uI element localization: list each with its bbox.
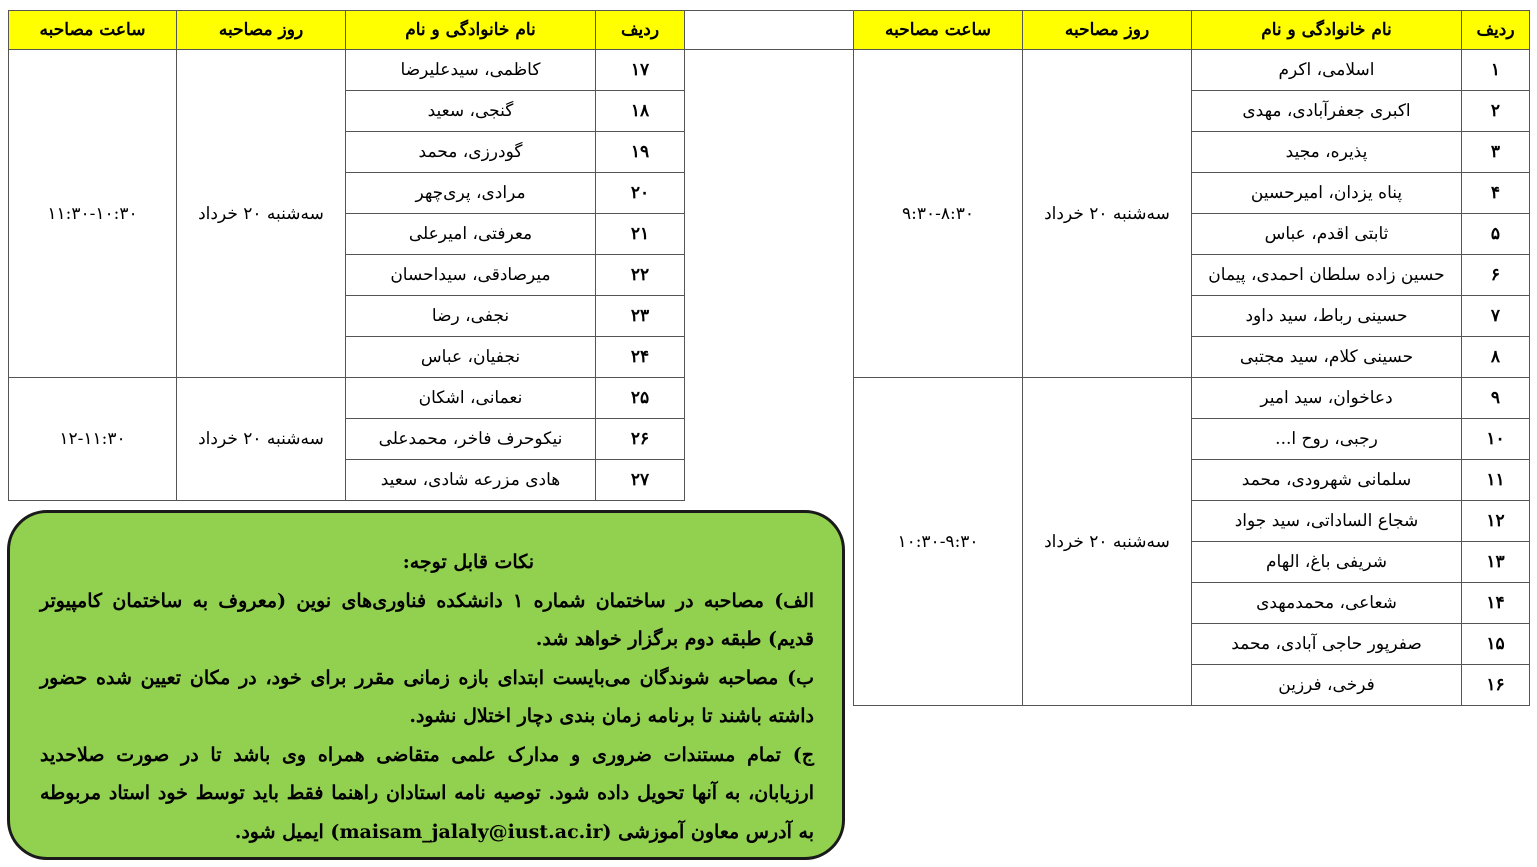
row-number: ۵ bbox=[1462, 214, 1530, 255]
table-row bbox=[9, 50, 854, 91]
candidate-name: دعاخوان، سید امیر bbox=[1192, 378, 1462, 419]
spacer-cell bbox=[685, 50, 854, 501]
header-row bbox=[854, 11, 1530, 50]
candidate-name: حسین زاده سلطان احمدی، پیمان bbox=[1192, 255, 1462, 296]
candidate-name: پناه یزدان، امیرحسین bbox=[1192, 173, 1462, 214]
row-number: ۲۶ bbox=[596, 419, 685, 460]
candidate-name: سلمانی شهرودی، محمد bbox=[1192, 460, 1462, 501]
candidate-name: گودرزی، محمد bbox=[346, 132, 596, 173]
row-number: ۴ bbox=[1462, 173, 1530, 214]
row-number: ۱۵ bbox=[1462, 624, 1530, 665]
interview-day: سه‌شنبه ۲۰ خرداد bbox=[1023, 378, 1192, 706]
schedule-table-right bbox=[853, 10, 1530, 706]
interview-time: ۱۰:۳۰-۹:۳۰ bbox=[854, 378, 1023, 706]
table-row bbox=[854, 378, 1530, 419]
row-number: ۲۴ bbox=[596, 337, 685, 378]
candidate-name: فرخی، فرزین bbox=[1192, 665, 1462, 706]
interview-time: ۹:۳۰-۸:۳۰ bbox=[854, 50, 1023, 378]
interview-time: ۱۱:۳۰-۱۰:۳۰ bbox=[9, 50, 177, 378]
candidate-name: حسینی کلام، سید مجتبی bbox=[1192, 337, 1462, 378]
row-number: ۱ bbox=[1462, 50, 1530, 91]
candidate-name: شعاعی، محمدمهدی bbox=[1192, 583, 1462, 624]
row-number: ۱۳ bbox=[1462, 542, 1530, 583]
candidate-name: نیکوحرف فاخر، محمدعلی bbox=[346, 419, 596, 460]
candidate-name: حسینی رباط، سید داود bbox=[1192, 296, 1462, 337]
header-time: ساعت مصاحبه bbox=[9, 11, 177, 50]
header-day: روز مصاحبه bbox=[177, 11, 346, 50]
header-time: ساعت مصاحبه bbox=[854, 11, 1023, 50]
row-number: ۱۱ bbox=[1462, 460, 1530, 501]
row-number: ۸ bbox=[1462, 337, 1530, 378]
candidate-name: پذیره، مجید bbox=[1192, 132, 1462, 173]
candidate-name: معرفتی، امیرعلی bbox=[346, 214, 596, 255]
header-day: روز مصاحبه bbox=[1023, 11, 1192, 50]
row-number: ۲۲ bbox=[596, 255, 685, 296]
interview-time: ۱۲-۱۱:۳۰ bbox=[9, 378, 177, 501]
header-empty bbox=[685, 11, 854, 50]
header-row bbox=[9, 11, 854, 50]
candidate-name: رجبی، روح ا... bbox=[1192, 419, 1462, 460]
note-item-a: الف) مصاحبه در ساختمان شماره ۱ دانشکده فناوری‌های نوین (معروف به ساختمان کامپیوتر قدیم) طبقه دوم برگزار خواهد شد. bbox=[40, 589, 814, 650]
header-row-number: ردیف bbox=[1462, 11, 1530, 50]
row-number: ۶ bbox=[1462, 255, 1530, 296]
row-number: ۱۶ bbox=[1462, 665, 1530, 706]
note-item-c: ج) تمام مستندات ضروری و مدارک علمی متقاضی همراه وی باشد تا در صورت صلاحدید ارزیابان، به آنها تحویل داده شود. توصیه نامه استادان راهنما فقط باید توسط خود استاد مربوطه به آدرس معاون آموزشی (maisam_jalaly@iust.ac.ir) ایمیل شود. bbox=[40, 743, 814, 843]
row-number: ۱۹ bbox=[596, 132, 685, 173]
row-number: ۱۴ bbox=[1462, 583, 1530, 624]
interview-day: سه‌شنبه ۲۰ خرداد bbox=[177, 378, 346, 501]
row-number: ۲۱ bbox=[596, 214, 685, 255]
row-number: ۳ bbox=[1462, 132, 1530, 173]
row-number: ۲۰ bbox=[596, 173, 685, 214]
row-number: ۱۷ bbox=[596, 50, 685, 91]
interview-day: سه‌شنبه ۲۰ خرداد bbox=[1023, 50, 1192, 378]
row-number: ۲۵ bbox=[596, 378, 685, 419]
table-row bbox=[854, 50, 1530, 91]
candidate-name: اسلامی، اکرم bbox=[1192, 50, 1462, 91]
candidate-name: نعمانی، اشکان bbox=[346, 378, 596, 419]
row-number: ۲ bbox=[1462, 91, 1530, 132]
row-number: ۷ bbox=[1462, 296, 1530, 337]
note-item-b: ب) مصاحبه شوندگان می‌بایست ابتدای بازه زمانی مقرر برای خود، در مکان تعیین شده حضور داشته باشند تا برنامه زمان بندی دچار اختلال نشود. bbox=[40, 666, 814, 727]
candidate-name: اکبری جعفرآبادی، مهدی bbox=[1192, 91, 1462, 132]
candidate-name: مرادی، پری‌چهر bbox=[346, 173, 596, 214]
row-number: ۱۰ bbox=[1462, 419, 1530, 460]
row-number: ۲۷ bbox=[596, 460, 685, 501]
candidate-name: ثابتی اقدم، عباس bbox=[1192, 214, 1462, 255]
notes-title: نکات قابل توجه: bbox=[402, 551, 534, 573]
header-name: نام خانوادگی و نام bbox=[1192, 11, 1462, 50]
candidate-name: نجفیان، عباس bbox=[346, 337, 596, 378]
schedule-table-left bbox=[8, 10, 854, 501]
row-number: ۹ bbox=[1462, 378, 1530, 419]
candidate-name: کاظمی، سیدعلیرضا bbox=[346, 50, 596, 91]
header-row-number: ردیف bbox=[596, 11, 685, 50]
notes-box bbox=[7, 510, 845, 860]
row-number: ۱۸ bbox=[596, 91, 685, 132]
candidate-name: شریفی باغ، الهام bbox=[1192, 542, 1462, 583]
candidate-name: شجاع الساداتی، سید جواد bbox=[1192, 501, 1462, 542]
row-number: ۲۳ bbox=[596, 296, 685, 337]
candidate-name: هادی مزرعه شادی، سعید bbox=[346, 460, 596, 501]
candidate-name: میرصادقی، سیداحسان bbox=[346, 255, 596, 296]
candidate-name: گنجی، سعید bbox=[346, 91, 596, 132]
header-name: نام خانوادگی و نام bbox=[346, 11, 596, 50]
candidate-name: نجفی، رضا bbox=[346, 296, 596, 337]
row-number: ۱۲ bbox=[1462, 501, 1530, 542]
candidate-name: صفرپور حاجی آبادی، محمد bbox=[1192, 624, 1462, 665]
interview-day: سه‌شنبه ۲۰ خرداد bbox=[177, 50, 346, 378]
